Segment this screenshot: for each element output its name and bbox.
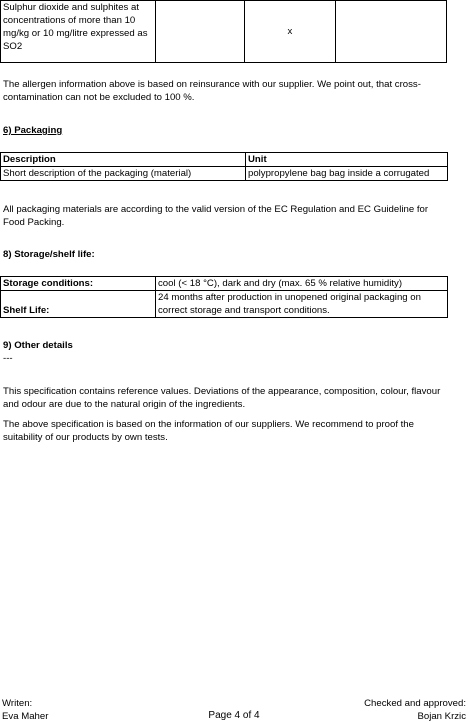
packaging-heading: [3, 124, 62, 137]
shelf-life-value: 24 months after production in unopened original packaging on correct storage and transport conditions.: [156, 291, 448, 318]
shelf-life-label: Shelf Life:: [1, 291, 156, 318]
table-row: [1, 1, 447, 63]
packaging-heading-text: 6) Packaging: [3, 125, 63, 136]
allergen-table: [0, 0, 447, 63]
packaging-row-description: Short description of the packaging (material): [1, 167, 246, 181]
allergen-label-cell: Sulphur dioxide and sulphites at concentrations of more than 10 mg/kg or 10 mg/litre expressed as SO2: [1, 1, 156, 63]
written-name: Eva Maher: [2, 711, 49, 722]
allergen-mark-cell: x: [244, 1, 336, 63]
other-details-dashes: ---: [3, 353, 13, 364]
allergen-note: The allergen information above is based on reinsurance with our supplier. We point out, that cross-contamination can not be excluded to 100 %.: [3, 79, 421, 103]
allergen-empty-cell: [155, 1, 244, 63]
storage-conditions-value: cool (< 18 °C), dark and dry (max. 65 % relative humidity): [156, 277, 448, 291]
reference-values-paragraph: This specification contains reference values. Deviations of the appearance, composition, colour, flavour and odour are due to the natural origin of the ingredients.: [3, 386, 441, 410]
storage-table: [0, 276, 448, 318]
written-label: Writen:: [2, 698, 33, 709]
suppliers-paragraph: The above specification is based on the information of our suppliers. We recommend to proof the suitability of our products by own tests.: [3, 419, 414, 443]
table-row: [1, 167, 448, 181]
packaging-col-description: Description: [1, 153, 246, 167]
packaging-note: All packaging materials are according to the valid version of the EC Regulation and EC Guideline for Food Packing.: [3, 204, 429, 228]
storage-heading: 8) Storage/shelf life:: [3, 249, 95, 260]
approved-label: Checked and approved:: [364, 698, 466, 709]
table-row: [1, 277, 448, 291]
approved-name: Bojan Krzic: [417, 711, 466, 722]
packaging-col-unit: Unit: [246, 153, 448, 167]
other-details-heading: 9) Other details: [3, 340, 73, 351]
page-number: Page 4 of 4: [208, 710, 260, 721]
packaging-table: [0, 152, 448, 181]
table-row: [1, 153, 448, 167]
packaging-row-unit: polypropylene bag bag inside a corrugated: [246, 167, 448, 181]
table-row: [1, 291, 448, 318]
storage-conditions-label: Storage conditions:: [1, 277, 156, 291]
allergen-empty-cell: [336, 1, 447, 63]
footer-approved: [364, 697, 466, 723]
